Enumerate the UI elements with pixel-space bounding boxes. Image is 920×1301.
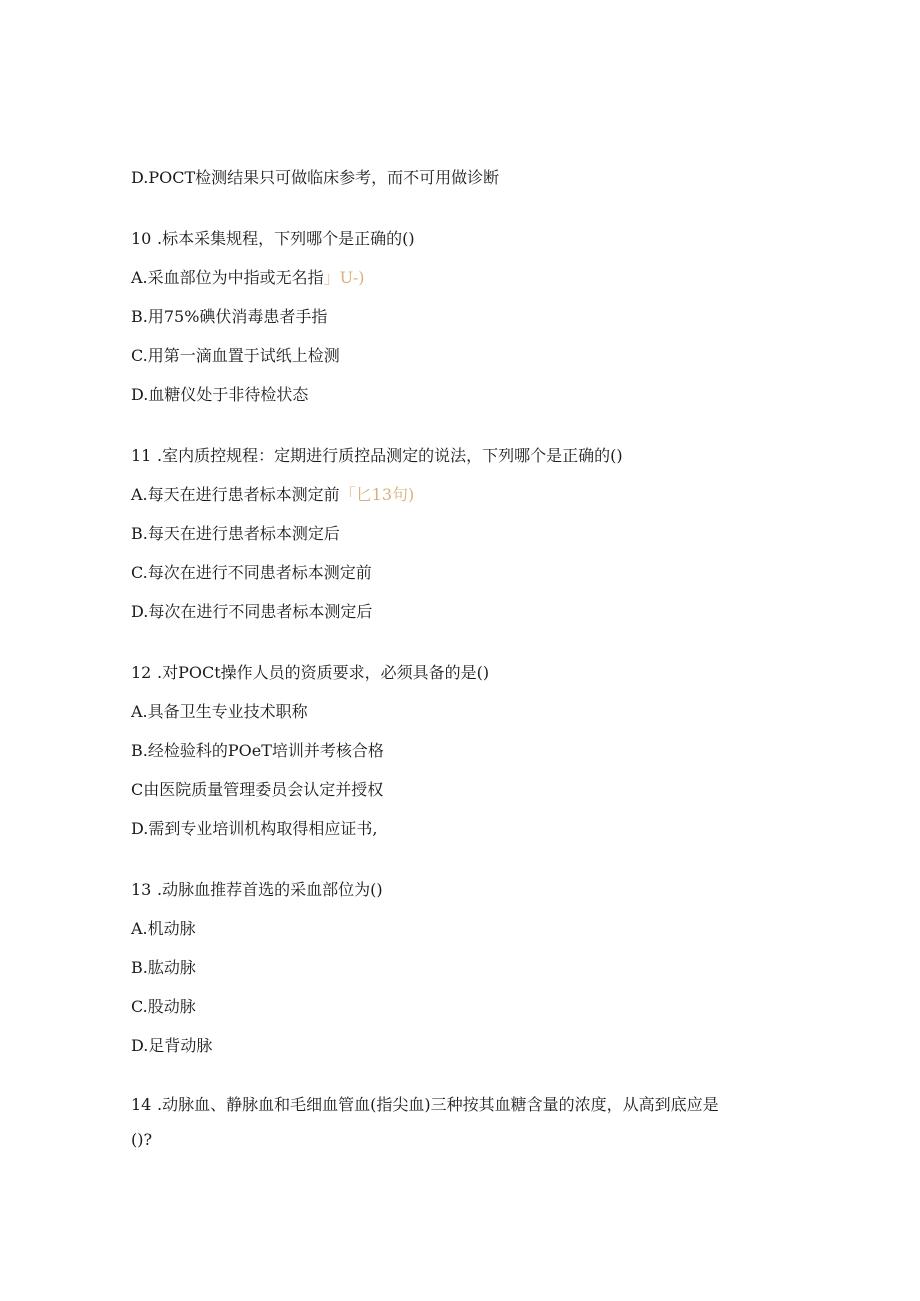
question-11-option-d: D.每次在进行不同患者标本测定后 [131,602,373,621]
handwritten-annotation: 「匕13句) [339,485,415,504]
question-12-option-c: C由医院质量管理委员会认定并授权 [131,780,384,799]
question-13-option-c: C.股动脉 [131,997,196,1016]
question-10-option-c: C.用第一滴血置于试纸上检测 [131,346,340,365]
question-11-option-c: C.每次在进行不同患者标本测定前 [131,563,372,582]
question-11-stem [131,445,623,467]
question-14-stem [131,1094,719,1116]
handwritten-annotation: 」U-) [323,268,365,287]
question-text: .动脉血推荐首选的采血部位为() [157,880,383,899]
question-number: 12 [131,663,152,682]
option-d-prev-question: D.POCT检测结果只可做临床参考，而不可用做诊断 [131,168,500,187]
question-number: 13 [131,880,152,899]
question-13-stem [131,879,383,901]
question-12-stem [131,662,489,684]
question-10-option-d: D.血糖仪处于非待检状态 [131,385,309,404]
question-number: 14 [131,1095,152,1114]
question-11-option-a: A.每天在进行患者标本测定前「匕13句) [131,485,415,504]
question-text: .动脉血、静脉血和毛细血管血(指尖血)三种按其血糖含量的浓度，从高到底应是 [157,1095,719,1114]
question-11-option-b: B.每天在进行患者标本测定后 [131,524,340,543]
question-12-option-b: B.经检验科的POeT培训并考核合格 [131,741,384,760]
question-14-stem-continued: ()? [131,1130,153,1149]
question-13-option-d: D.足背动脉 [131,1036,213,1055]
question-10-stem [131,228,415,250]
question-number: 11 [131,446,152,465]
question-text: .标本采集规程，下列哪个是正确的() [157,229,415,248]
question-10-option-a: A.采血部位为中指或无名指」U-) [131,268,365,287]
question-13-option-a: A.机动脉 [131,919,196,938]
question-text: .对POCt操作人员的资质要求，必须具备的是() [157,663,490,682]
question-12-option-d: D.需到专业培训机构取得相应证书, [131,819,378,838]
question-text: .室内质控规程：定期进行质控品测定的说法，下列哪个是正确的() [157,446,623,465]
question-12-option-a: A.具备卫生专业技术职称 [131,702,308,721]
question-13-option-b: B.肱动脉 [131,958,196,977]
question-10-option-b: B.用75%碘伏消毒患者手指 [131,307,328,326]
question-number: 10 [131,229,152,248]
